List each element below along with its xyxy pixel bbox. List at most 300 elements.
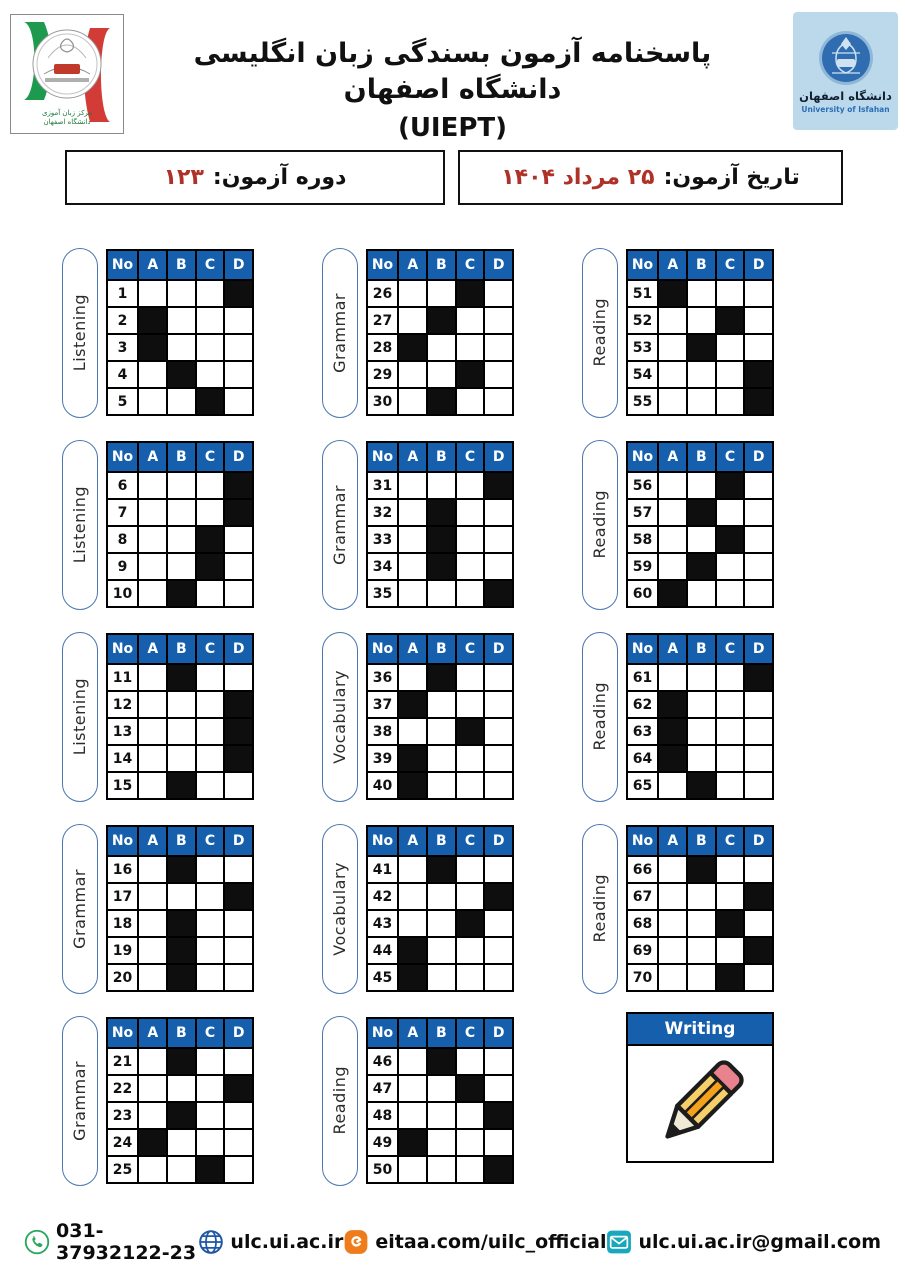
answer-table-block [322,436,514,613]
page-header [0,0,905,143]
exam-date-value: ۲۵ مرداد ۱۴۰۴ [501,165,655,190]
answer-cell [138,1075,167,1102]
column-header: A [138,826,167,856]
exam-round-label: دوره آزمون: [212,165,347,190]
question-number: 11 [107,664,139,691]
answer-cell-filled [398,334,427,361]
logo-caption-line2: دانشگاه اصفهان [43,118,91,126]
column-header: B [167,826,196,856]
answer-cell-filled [456,1075,485,1102]
globe-icon [198,1229,224,1255]
answer-cell [687,280,716,307]
column-header: No [367,634,399,664]
answer-cell [224,334,253,361]
answer-cell [456,499,485,526]
answer-cell [224,910,253,937]
column-header: A [658,634,687,664]
question-number: 37 [367,691,399,718]
column-header: D [224,250,253,280]
answer-cell [658,472,687,499]
question-number: 2 [107,307,139,334]
column-header: C [196,250,225,280]
answer-cell [658,499,687,526]
answer-cell-filled [167,1048,196,1075]
answer-cell [224,964,253,991]
answer-cell-filled [456,280,485,307]
answer-cell [167,745,196,772]
question-number: 48 [367,1102,399,1129]
answer-cell-filled [224,691,253,718]
answer-cell [138,526,167,553]
answer-cell [456,883,485,910]
answer-cell [456,526,485,553]
answer-cell-filled [427,664,456,691]
answer-cell [196,1102,225,1129]
column-header: No [367,250,399,280]
answer-cell [744,580,773,607]
answer-cell [427,772,456,799]
answer-cell [687,664,716,691]
answer-cell [744,691,773,718]
answer-cell [196,664,225,691]
answer-cell [224,1102,253,1129]
answer-cell-filled [427,499,456,526]
section-label-text: Reading [590,874,610,943]
question-number: 29 [367,361,399,388]
answer-cell-filled [224,745,253,772]
question-number: 24 [107,1129,139,1156]
answer-cell [196,745,225,772]
answer-cell [196,1075,225,1102]
answer-cell [427,691,456,718]
answer-cell [456,553,485,580]
answer-cell [427,280,456,307]
question-number: 1 [107,280,139,307]
column-header: A [398,826,427,856]
section-label-text: Grammar [330,292,350,373]
section-label-grammar [62,824,98,994]
phone-icon [24,1229,50,1255]
answer-cell [456,1156,485,1183]
answer-cell [138,745,167,772]
column-header: A [658,442,687,472]
answer-cell [687,526,716,553]
question-number: 18 [107,910,139,937]
answer-table-block [322,1012,514,1189]
question-number: 68 [627,910,659,937]
answer-cell [196,883,225,910]
question-number: 36 [367,664,399,691]
answer-cell [427,1075,456,1102]
question-number: 16 [107,856,139,883]
column-header: D [744,250,773,280]
answer-cell-filled [398,745,427,772]
answer-cell [224,1156,253,1183]
column-header: No [627,634,659,664]
answer-cell-filled [196,526,225,553]
answer-cell [138,1102,167,1129]
column-header: A [138,250,167,280]
pencil-icon [648,1052,752,1156]
answer-cell-filled [196,1156,225,1183]
column-header: B [167,442,196,472]
eitaa-icon [343,1229,369,1255]
answer-cell [167,280,196,307]
column-header: A [658,826,687,856]
answer-cell [398,664,427,691]
answer-cell [196,691,225,718]
answer-cell-filled [687,553,716,580]
answer-table [106,633,254,800]
answer-cell [484,718,513,745]
answer-cell [484,526,513,553]
answer-cell-filled [427,1048,456,1075]
answer-cell [716,334,745,361]
answer-cell [687,580,716,607]
answer-cell [427,745,456,772]
column-header: A [138,442,167,472]
question-number: 30 [367,388,399,415]
column-header: D [224,826,253,856]
section-label-text: Listening [70,293,90,372]
answer-cell [456,937,485,964]
answer-cell [138,388,167,415]
answer-cell [716,388,745,415]
answer-cell [744,856,773,883]
column-header: C [456,634,485,664]
answer-cell [398,910,427,937]
answer-cell [167,1156,196,1183]
answer-cell [398,718,427,745]
column-header: No [107,826,139,856]
answer-cell [196,964,225,991]
answer-cell [484,745,513,772]
answer-cell-filled [687,334,716,361]
answer-cell-filled [224,718,253,745]
answer-cell [138,1048,167,1075]
answer-cell-filled [224,472,253,499]
answer-cell [224,307,253,334]
website-url: ulc.ui.ac.ir [230,1231,344,1253]
answer-cell [716,883,745,910]
question-number: 47 [367,1075,399,1102]
answer-cell-filled [427,388,456,415]
answer-cell [484,772,513,799]
answer-cell [716,499,745,526]
answer-cell-filled [744,937,773,964]
answer-cell [687,361,716,388]
answer-cell [484,1075,513,1102]
answer-cell [456,772,485,799]
section-label-text: Reading [330,1066,350,1135]
answer-cell-filled [167,910,196,937]
answer-cell [398,1048,427,1075]
question-number: 31 [367,472,399,499]
column-header: B [427,1018,456,1048]
question-number: 54 [627,361,659,388]
answer-cell-filled [427,553,456,580]
column-header: D [744,826,773,856]
answer-cell [456,964,485,991]
column-header: D [744,634,773,664]
answer-table [626,441,774,608]
answer-cell [658,361,687,388]
answer-cell [138,964,167,991]
answer-cell-filled [398,772,427,799]
column-header: No [627,442,659,472]
answer-cell [744,334,773,361]
answer-table [366,633,514,800]
answer-table [366,441,514,608]
answer-cell-filled [224,280,253,307]
question-number: 8 [107,526,139,553]
column-header: No [107,442,139,472]
question-number: 42 [367,883,399,910]
answer-cell [196,361,225,388]
answer-cell [484,910,513,937]
column-header: B [687,442,716,472]
answer-cell-filled [687,499,716,526]
question-number: 60 [627,580,659,607]
column-header: C [716,250,745,280]
answer-cell [744,280,773,307]
answer-cell [398,1156,427,1183]
answer-table [366,249,514,416]
column-header: C [196,442,225,472]
column-header: C [456,250,485,280]
answer-cell [167,388,196,415]
answer-cell [398,553,427,580]
question-number: 21 [107,1048,139,1075]
column-header: D [224,1018,253,1048]
answer-cell-filled [484,883,513,910]
answer-cell [427,964,456,991]
question-number: 3 [107,334,139,361]
answer-cell [427,1102,456,1129]
answer-cell-filled [484,1156,513,1183]
answer-cell-filled [716,910,745,937]
answer-cell [138,937,167,964]
answer-cell [427,334,456,361]
footer-email [606,1229,881,1255]
answer-cell [196,1048,225,1075]
answer-cell [398,856,427,883]
column-header: A [398,634,427,664]
section-label-reading [582,440,618,610]
answer-cell-filled [456,718,485,745]
answer-table [626,249,774,416]
question-number: 46 [367,1048,399,1075]
answer-cell [167,691,196,718]
question-number: 57 [627,499,659,526]
column-header: C [456,1018,485,1048]
answer-table [626,633,774,800]
question-number: 66 [627,856,659,883]
column-header: B [427,634,456,664]
answer-cell [224,1129,253,1156]
answer-cell-filled [484,1102,513,1129]
language-center-logo-art [14,18,120,130]
answer-cell [138,856,167,883]
column-header: C [456,826,485,856]
section-label-text: Grammar [330,484,350,565]
answer-cell [427,910,456,937]
section-label-listening [62,632,98,802]
answer-cell-filled [744,664,773,691]
answer-cell [687,718,716,745]
answer-cell-filled [138,307,167,334]
section-label-grammar [62,1016,98,1186]
eitaa-handle: eitaa.com/uilc_official [375,1231,607,1253]
answer-cell [687,691,716,718]
footer-eitaa [343,1229,606,1255]
column-header: No [107,634,139,664]
answer-cell-filled [687,856,716,883]
answer-cell [398,883,427,910]
answer-cell [484,388,513,415]
answer-cell [138,772,167,799]
answer-cell [744,910,773,937]
answer-cell [138,718,167,745]
column-header: B [167,1018,196,1048]
email-address: ulc.ui.ac.ir@gmail.com [638,1231,881,1253]
answer-cell [224,937,253,964]
answer-cell [224,580,253,607]
answer-cell [484,964,513,991]
answer-cell [456,1129,485,1156]
column-header: D [484,250,513,280]
column-header: No [107,250,139,280]
answer-cell [658,388,687,415]
question-number: 56 [627,472,659,499]
exam-info-bar [65,150,843,205]
answer-cell [398,526,427,553]
answer-cell [716,580,745,607]
answer-cell [167,334,196,361]
answer-table-block [582,820,774,997]
column-header: No [627,826,659,856]
column-header: No [367,442,399,472]
answer-cell-filled [456,910,485,937]
question-number: 13 [107,718,139,745]
answer-cell-filled [167,361,196,388]
answer-cell [744,472,773,499]
question-number: 70 [627,964,659,991]
column-header: D [484,634,513,664]
answer-cell [484,937,513,964]
answer-cell [744,745,773,772]
answer-cell-filled [744,883,773,910]
answer-cell [427,718,456,745]
answer-cell [427,1129,456,1156]
answer-cell [456,1048,485,1075]
answer-cell [484,664,513,691]
answer-cell [138,691,167,718]
answer-cell [658,937,687,964]
section-label-grammar [322,440,358,610]
answer-cell-filled [167,964,196,991]
answer-cell-filled [398,691,427,718]
email-icon [606,1229,632,1255]
answer-cell [398,472,427,499]
language-center-logo [10,14,124,134]
answer-cell [484,361,513,388]
answer-cell [716,691,745,718]
answer-cell [398,388,427,415]
column-header: B [427,826,456,856]
answer-table-block [322,628,514,805]
question-number: 19 [107,937,139,964]
answer-tables-grid [62,244,774,1189]
answer-cell-filled [398,1129,427,1156]
question-number: 50 [367,1156,399,1183]
answer-cell [427,361,456,388]
question-number: 4 [107,361,139,388]
answer-cell [658,664,687,691]
question-number: 27 [367,307,399,334]
answer-cell [456,856,485,883]
answer-cell-filled [427,526,456,553]
question-number: 67 [627,883,659,910]
answer-cell-filled [658,580,687,607]
answer-cell [716,856,745,883]
answer-cell [196,499,225,526]
answer-cell [687,472,716,499]
section-label-reading [582,824,618,994]
question-number: 62 [627,691,659,718]
answer-cell-filled [716,472,745,499]
column-header: D [484,826,513,856]
answer-cell [196,472,225,499]
question-number: 65 [627,772,659,799]
answer-cell-filled [138,334,167,361]
section-label-text: Reading [590,298,610,367]
question-number: 51 [627,280,659,307]
answer-cell-filled [167,580,196,607]
column-header: C [196,826,225,856]
answer-cell [658,334,687,361]
answer-cell-filled [398,964,427,991]
answer-cell [167,883,196,910]
question-number: 12 [107,691,139,718]
answer-cell [484,553,513,580]
section-label-reading [322,1016,358,1186]
question-number: 17 [107,883,139,910]
answer-cell [484,691,513,718]
column-header: C [456,442,485,472]
answer-cell [484,307,513,334]
column-header: A [138,634,167,664]
answer-table-block [582,436,774,613]
column-header: D [224,442,253,472]
university-of-isfahan-logo [793,12,898,130]
section-label-text: Listening [70,485,90,564]
answer-cell [716,664,745,691]
answer-cell [687,937,716,964]
answer-cell [658,964,687,991]
column-header: No [107,1018,139,1048]
answer-cell [716,745,745,772]
section-label-vocabulary [322,632,358,802]
answer-cell [484,280,513,307]
column-header: A [138,1018,167,1048]
section-label-text: Vocabulary [330,861,350,956]
section-label-vocabulary [322,824,358,994]
answer-table-block [62,628,254,805]
answer-cell-filled [658,745,687,772]
column-header: C [716,634,745,664]
question-number: 44 [367,937,399,964]
